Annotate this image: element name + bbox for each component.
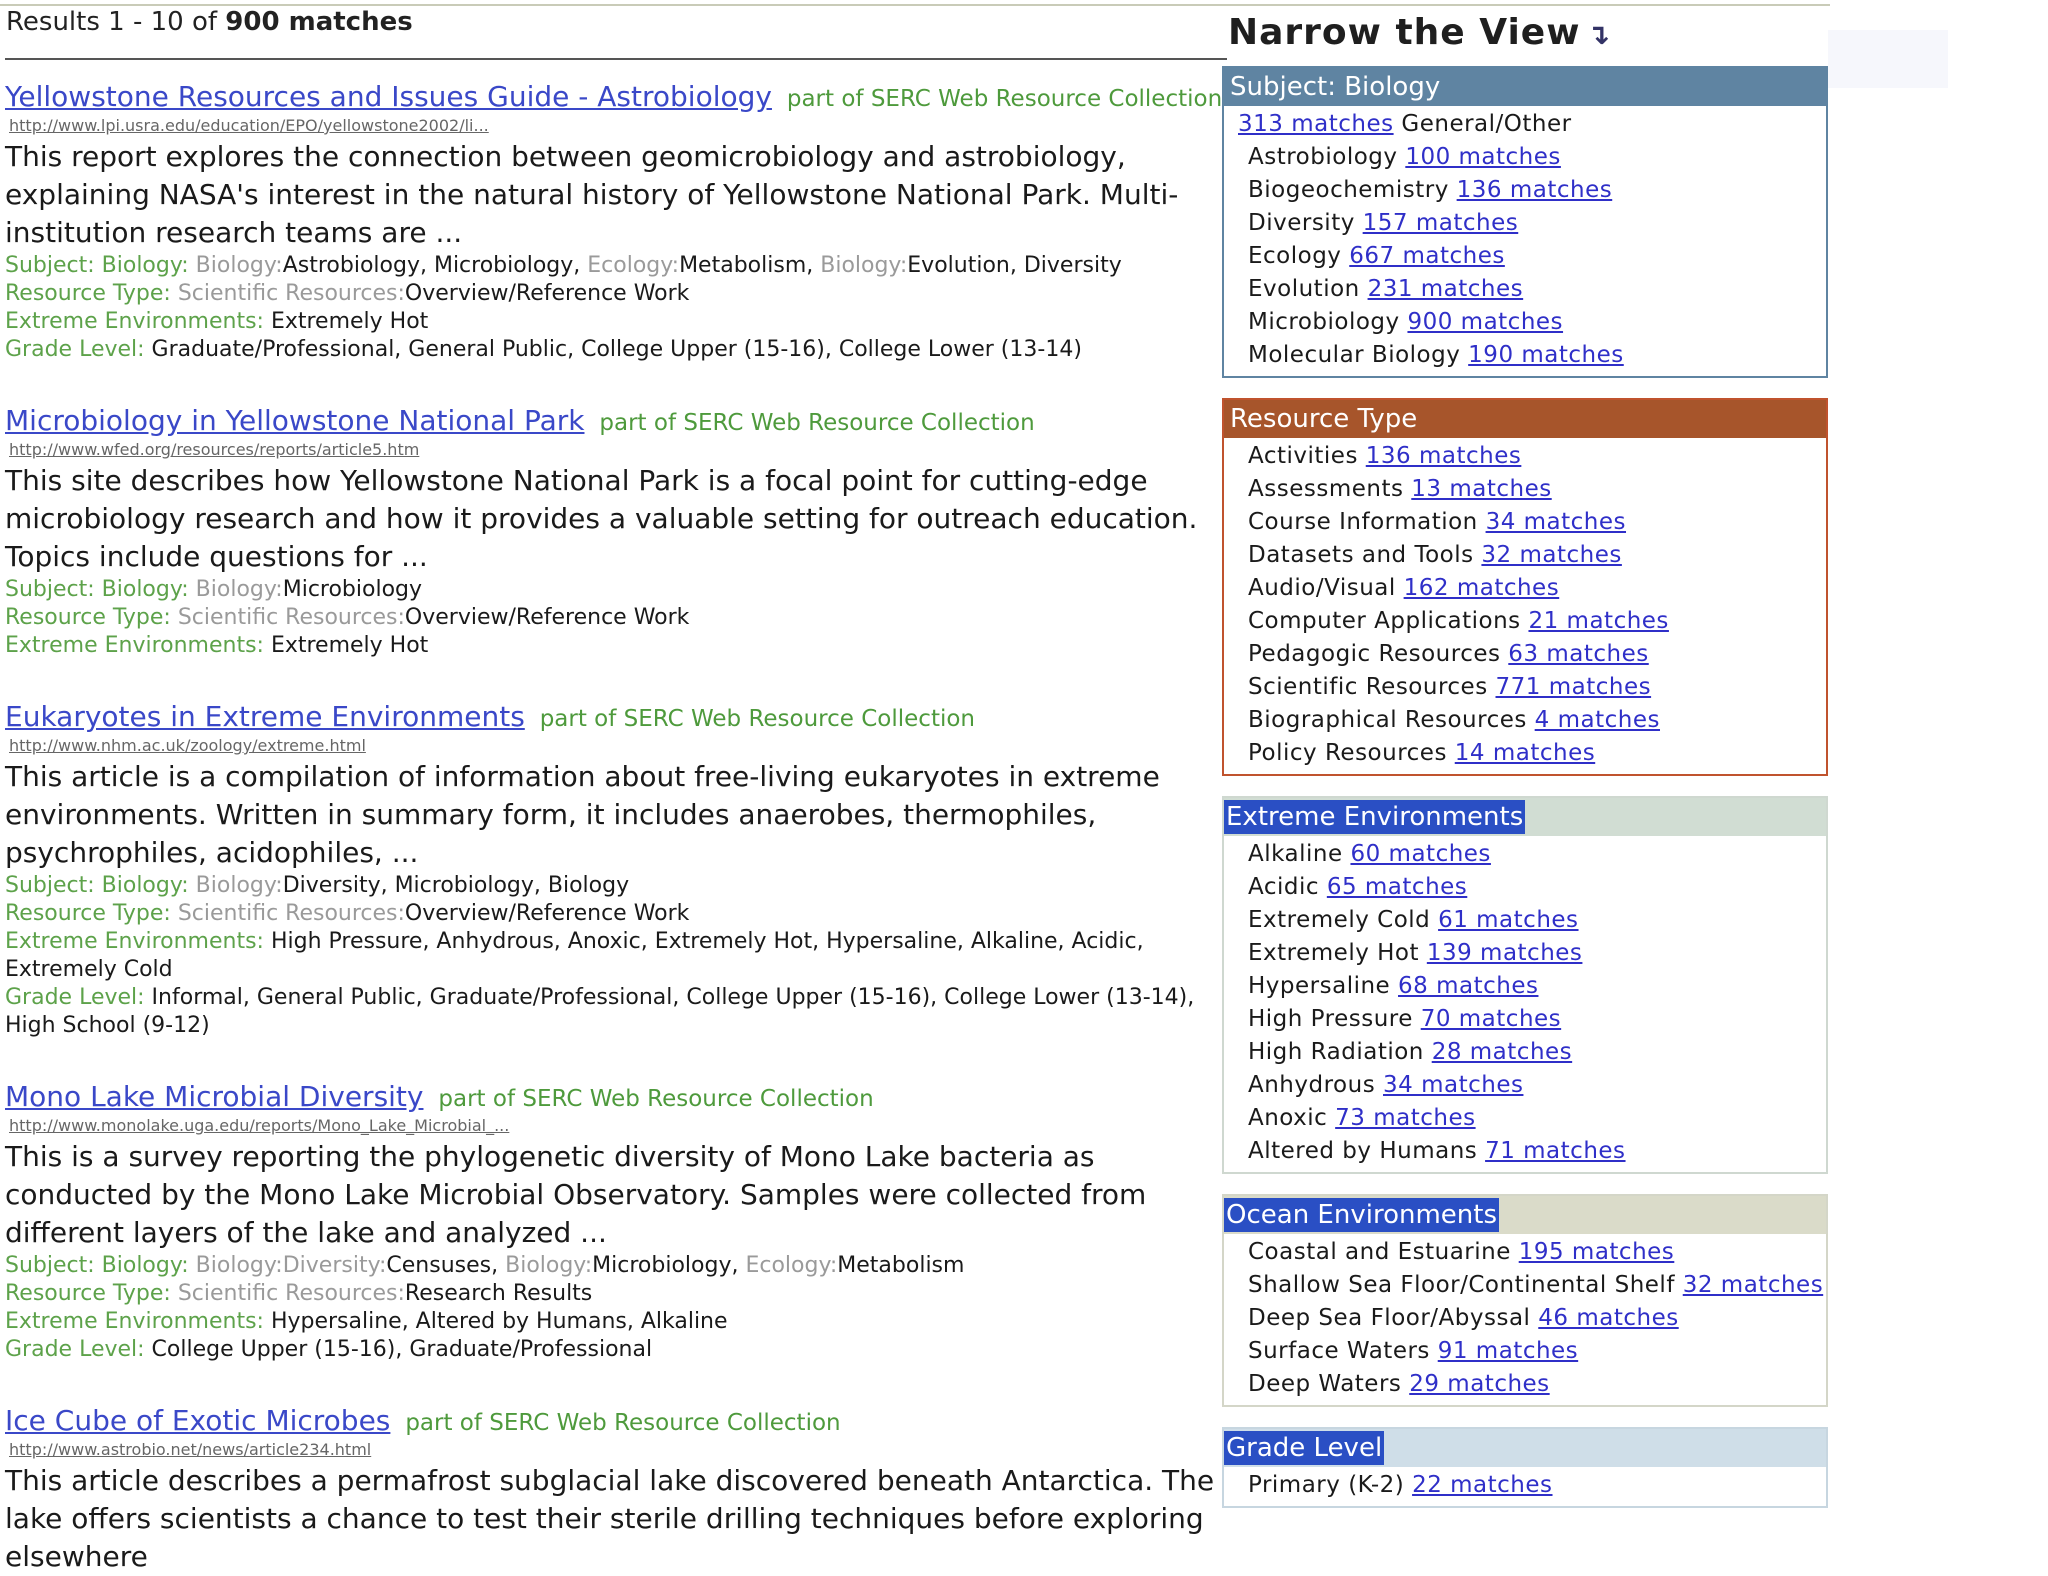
result-subject — [5, 252, 1225, 280]
meta-label: Subject: Biology: — [5, 873, 189, 898]
facet-item-label: Computer Applications — [1248, 608, 1521, 634]
facet-heading-label: Ocean Environments — [1226, 1200, 1497, 1230]
result-item — [5, 404, 1225, 660]
meta-path: Biology: — [505, 1253, 593, 1278]
narrow-the-view-sidebar — [1222, 10, 1828, 1528]
meta-path: Ecology: — [745, 1253, 838, 1278]
results-count-prefix: Results 1 - 10 of — [6, 7, 226, 37]
meta-path: Biology: — [820, 253, 908, 278]
result-item — [5, 1080, 1225, 1364]
facet-item — [1224, 671, 1826, 704]
facet-item-label: Surface Waters — [1248, 1338, 1430, 1364]
meta-label: Resource Type: — [5, 605, 171, 630]
result-title-line — [5, 1404, 1225, 1440]
result-title-line — [5, 700, 1225, 736]
result-url[interactable]: http://www.astrobio.net/news/article234.html — [9, 1440, 372, 1459]
facet-item-label: Acidic — [1248, 874, 1320, 900]
facet-matches-link[interactable]: 162 matches — [1403, 575, 1560, 601]
narrow-the-view-label: Narrow the View — [1228, 12, 1581, 53]
meta-path: Biology: — [188, 577, 283, 602]
result-extreme-env — [5, 632, 1225, 660]
facet-heading-label: Grade Level — [1226, 1433, 1383, 1463]
facet-matches-link[interactable]: 100 matches — [1405, 144, 1561, 170]
meta-value: College Upper (15-16), Graduate/Professional — [144, 1337, 653, 1362]
facet-item-label: Astrobiology — [1248, 144, 1398, 170]
meta-value: Astrobiology, Microbiology, — [282, 253, 588, 278]
facet-item — [1224, 1302, 1826, 1335]
result-title-line — [5, 80, 1225, 116]
result-subject — [5, 576, 1225, 604]
facet-item — [1224, 1003, 1826, 1036]
facet-item — [1224, 605, 1826, 638]
meta-path: Scientific Resources: — [170, 281, 405, 306]
facet-item-label: Extremely Hot — [1248, 940, 1420, 966]
facet-item — [1224, 737, 1826, 770]
facet-matches-link[interactable]: 68 matches — [1398, 973, 1539, 999]
meta-value: Overview/Reference Work — [404, 605, 690, 630]
facet-item-label: Shallow Sea Floor/Continental Shelf — [1248, 1272, 1675, 1298]
result-item — [5, 80, 1225, 364]
facet-item — [1224, 1469, 1826, 1502]
facet-matches-link[interactable]: 190 matches — [1468, 342, 1624, 368]
facet-item-label: High Pressure — [1248, 1006, 1413, 1032]
meta-label: Extreme Environments: — [5, 633, 264, 658]
facet-subject — [1222, 66, 1828, 378]
results-panel — [5, 7, 1225, 1573]
facet-grade-level-list — [1224, 1467, 1826, 1506]
facet-extreme-environments — [1222, 796, 1828, 1174]
facet-matches-link[interactable]: 13 matches — [1411, 476, 1552, 502]
meta-label: Subject: Biology: — [5, 577, 189, 602]
facet-ocean-environments-heading — [1224, 1196, 1826, 1234]
facet-item — [1224, 174, 1826, 207]
meta-label: Resource Type: — [5, 1281, 171, 1306]
facet-item — [1224, 539, 1826, 572]
result-resource-type — [5, 280, 1225, 308]
result-title-link[interactable]: Eukaryotes in Extreme Environments — [5, 700, 525, 733]
facet-matches-link[interactable]: 63 matches — [1508, 641, 1649, 667]
facet-item-label: Coastal and Estuarine — [1248, 1239, 1511, 1265]
meta-path: Scientific Resources: — [170, 1281, 405, 1306]
meta-label: Resource Type: — [5, 901, 171, 926]
facet-matches-link[interactable]: 32 matches — [1682, 1272, 1824, 1298]
facet-matches-link[interactable]: 29 matches — [1409, 1371, 1550, 1397]
result-description: This article describes a permafrost subglacial lake discovered beneath Antarctica. The lake offers scientists a chance to test their sterile drilling techniques before exploring elsewhere — [5, 1464, 1215, 1573]
result-subject — [5, 1252, 1225, 1280]
facet-matches-link[interactable]: 61 matches — [1438, 907, 1579, 933]
result-item — [5, 1404, 1225, 1576]
meta-value: High Pressure, Anhydrous, Anoxic, Extremely Hot, Hypersaline, Alkaline, Acidic, Extremely Cold — [5, 929, 1144, 982]
facet-item — [1224, 638, 1826, 671]
facet-item — [1224, 1102, 1826, 1135]
facet-item — [1224, 1236, 1826, 1269]
meta-label: Subject: Biology: — [5, 253, 189, 278]
facet-item-label: Extremely Cold — [1248, 907, 1431, 933]
facet-item — [1224, 937, 1826, 970]
meta-label: Extreme Environments: — [5, 929, 264, 954]
facet-ocean-environments — [1222, 1194, 1828, 1407]
facet-matches-link[interactable]: 195 matches — [1518, 1239, 1675, 1265]
facet-matches-link[interactable]: 157 matches — [1362, 210, 1519, 236]
meta-value: Diversity, Microbiology, Biology — [282, 873, 630, 898]
facet-item — [1224, 871, 1826, 904]
result-item — [5, 700, 1225, 1040]
facet-item-label: Policy Resources — [1248, 740, 1447, 766]
meta-value: Extremely Hot — [263, 633, 429, 658]
meta-label: Grade Level: — [5, 337, 145, 362]
result-extreme-env — [5, 308, 1225, 336]
facet-item-general-other — [1224, 108, 1826, 141]
meta-path: Scientific Resources: — [170, 901, 405, 926]
facet-item-label: Biogeochemistry — [1248, 177, 1449, 203]
facet-item-label: High Radiation — [1248, 1039, 1424, 1065]
facet-matches-link[interactable]: 22 matches — [1412, 1472, 1553, 1498]
facet-ocean-environments-list — [1224, 1234, 1826, 1405]
meta-label: Grade Level: — [5, 985, 145, 1010]
meta-value: Metabolism — [837, 1253, 965, 1278]
facet-item — [1224, 240, 1826, 273]
facet-matches-link[interactable]: 136 matches — [1365, 443, 1522, 469]
result-description: This report explores the connection between geomicrobiology and astrobiology, explaining NASA's interest in the natural history of Yellowstone National Park. Multi-institution research teams are ... — [5, 140, 1179, 249]
facet-item-label: Microbiology — [1248, 309, 1400, 335]
result-description: This article is a compilation of information about free-living eukaryotes in extreme environments. Written in summary form, it includes anaerobes, thermophiles, psychrophiles, acidophiles, ... — [5, 760, 1160, 869]
facet-matches-link[interactable]: 73 matches — [1335, 1105, 1476, 1131]
result-url[interactable]: http://www.nhm.ac.uk/zoology/extreme.html — [9, 736, 366, 755]
result-description: This is a survey reporting the phylogenetic diversity of Mono Lake bacteria as conducted by the Mono Lake Microbial Observatory. Samples were collected from different layers of the lake and analyzed ... — [5, 1140, 1147, 1249]
result-collection-label: part of SERC Web Resource Collection — [438, 1086, 874, 1112]
facet-item — [1224, 506, 1826, 539]
facet-item — [1224, 1135, 1826, 1168]
meta-value: Research Results — [404, 1281, 593, 1306]
facet-item-label: Biographical Resources — [1248, 707, 1527, 733]
facet-matches-link[interactable]: 21 matches — [1528, 608, 1669, 634]
facet-matches-link[interactable]: 771 matches — [1495, 674, 1652, 700]
result-resource-type — [5, 900, 1225, 928]
result-collection-label: part of SERC Web Resource Collection — [539, 706, 976, 732]
facet-matches-link[interactable]: 139 matches — [1426, 940, 1583, 966]
facet-item — [1224, 1036, 1826, 1069]
result-resource-type — [5, 604, 1225, 632]
result-collection-label: part of SERC Web Resource Collection — [786, 86, 1223, 112]
facet-item — [1224, 306, 1826, 339]
facet-item — [1224, 704, 1826, 737]
narrow-the-view-title — [1228, 10, 1828, 66]
facet-item — [1224, 473, 1826, 506]
facet-subject-list — [1224, 106, 1826, 376]
facet-item-label: Diversity — [1248, 210, 1355, 236]
result-grade-level — [5, 1336, 1225, 1364]
facet-item — [1224, 1269, 1826, 1302]
results-count-total: 900 matches — [225, 7, 413, 37]
facet-item — [1224, 838, 1826, 871]
result-grade-level — [5, 984, 1225, 1040]
facet-matches-link[interactable]: 34 matches — [1383, 1072, 1524, 1098]
meta-value: Extremely Hot — [263, 309, 429, 334]
facet-resource-type-heading: Resource Type — [1224, 400, 1826, 438]
faded-panel-artifact — [1828, 30, 1948, 88]
result-grade-level — [5, 336, 1225, 364]
arrow-down-right-icon[interactable]: ↴ — [1586, 18, 1611, 51]
meta-label: Grade Level: — [5, 1337, 145, 1362]
facet-matches-link[interactable]: 32 matches — [1481, 542, 1622, 568]
facet-item-label: Anoxic — [1248, 1105, 1328, 1131]
result-collection-label: part of SERC Web Resource Collection — [599, 410, 1035, 436]
result-title-line — [5, 404, 1225, 440]
meta-value: Hypersaline, Altered by Humans, Alkaline — [263, 1309, 728, 1334]
results-count — [6, 7, 1225, 58]
facet-matches-link[interactable]: 900 matches — [1407, 309, 1564, 335]
facet-item — [1224, 339, 1826, 372]
facet-item-label: Evolution — [1248, 276, 1360, 302]
meta-value: Overview/Reference Work — [404, 281, 690, 306]
facet-item — [1224, 273, 1826, 306]
meta-path: Biology: — [188, 253, 283, 278]
facet-item-label: Activities — [1248, 443, 1358, 469]
facet-matches-link[interactable]: 667 matches — [1349, 243, 1505, 269]
results-divider — [5, 58, 1227, 60]
facet-item — [1224, 141, 1826, 174]
meta-path: Biology: — [188, 873, 283, 898]
result-title-line — [5, 1080, 1225, 1116]
meta-value: Evolution, Diversity — [907, 253, 1122, 278]
facet-matches-link[interactable]: 313 matches — [1238, 111, 1394, 137]
result-collection-label: part of SERC Web Resource Collection — [405, 1410, 841, 1436]
result-url[interactable]: http://www.monolake.uga.edu/reports/Mono_Lake_Microbial_... — [9, 1116, 510, 1135]
facet-item-label: Datasets and Tools — [1248, 542, 1474, 568]
facet-matches-link[interactable]: 60 matches — [1350, 841, 1491, 867]
meta-path: Scientific Resources: — [170, 605, 405, 630]
result-url[interactable]: http://www.wfed.org/resources/reports/article5.htm — [9, 440, 420, 459]
facet-item — [1224, 1368, 1826, 1401]
facet-matches-link[interactable]: 14 matches — [1454, 740, 1596, 766]
facet-matches-link[interactable]: 71 matches — [1485, 1138, 1626, 1164]
facet-item-label: Pedagogic Resources — [1248, 641, 1501, 667]
result-url[interactable]: http://www.lpi.usra.edu/education/EPO/yellowstone2002/li... — [9, 116, 489, 135]
facet-item-label: Deep Waters — [1248, 1371, 1402, 1397]
result-title-link[interactable]: Ice Cube of Exotic Microbes — [5, 1404, 391, 1437]
facet-item-label: Assessments — [1248, 476, 1404, 502]
facet-matches-link[interactable]: 28 matches — [1431, 1039, 1573, 1065]
facet-heading-label: Extreme Environments — [1226, 802, 1524, 832]
facet-extreme-environments-heading — [1224, 798, 1826, 836]
facet-item-label: Deep Sea Floor/Abyssal — [1248, 1305, 1531, 1331]
facet-item — [1224, 440, 1826, 473]
facet-resource-type — [1222, 398, 1828, 776]
meta-label: Extreme Environments: — [5, 1309, 264, 1334]
result-extreme-env — [5, 1308, 1225, 1336]
facet-item-label: Alkaline — [1248, 841, 1343, 867]
facet-item-label: Course Information — [1248, 509, 1478, 535]
facet-item-label: Audio/Visual — [1248, 575, 1396, 601]
meta-value: Graduate/Professional, General Public, College Upper (15-16), College Lower (13-14) — [144, 337, 1082, 362]
facet-subject-heading: Subject: Biology — [1224, 68, 1826, 106]
facet-matches-link[interactable]: 4 matches — [1534, 707, 1660, 733]
facet-matches-link[interactable]: 91 matches — [1437, 1338, 1579, 1364]
facet-item-label: General/Other — [1393, 111, 1572, 137]
facet-item-label: Anhydrous — [1248, 1072, 1376, 1098]
result-title-link[interactable]: Yellowstone Resources and Issues Guide - Astrobiology — [5, 80, 772, 113]
facet-item — [1224, 1335, 1826, 1368]
facet-matches-link[interactable]: 231 matches — [1367, 276, 1524, 302]
facet-item — [1224, 572, 1826, 605]
facet-matches-link[interactable]: 34 matches — [1485, 509, 1627, 535]
facet-item-label: Hypersaline — [1248, 973, 1391, 999]
meta-label: Subject: Biology: — [5, 1253, 189, 1278]
facet-item — [1224, 970, 1826, 1003]
meta-value: Microbiology — [282, 577, 423, 602]
result-title-link[interactable]: Mono Lake Microbial Diversity — [5, 1080, 424, 1113]
facet-item — [1224, 904, 1826, 937]
result-description: This site describes how Yellowstone National Park is a focal point for cutting-edge microbiology research and how it provides a valuable setting for outreach education. Topics include questions for ... — [5, 464, 1198, 573]
result-resource-type — [5, 1280, 1225, 1308]
meta-value: Censuses, — [386, 1253, 506, 1278]
facet-item-label: Altered by Humans — [1248, 1138, 1478, 1164]
top-border — [0, 4, 1830, 6]
facet-item-label: Primary (K-2) — [1248, 1472, 1405, 1498]
facet-grade-level-heading — [1224, 1429, 1826, 1467]
facet-item-label: Molecular Biology — [1248, 342, 1461, 368]
facet-item-label: Ecology — [1248, 243, 1342, 269]
meta-label: Resource Type: — [5, 281, 171, 306]
facet-matches-link[interactable]: 46 matches — [1538, 1305, 1679, 1331]
facet-matches-link[interactable]: 65 matches — [1326, 874, 1468, 900]
facet-item-label: Scientific Resources — [1248, 674, 1488, 700]
meta-path: Ecology: — [587, 253, 680, 278]
facet-extreme-environments-list — [1224, 836, 1826, 1172]
meta-label: Extreme Environments: — [5, 309, 264, 334]
meta-value: Microbiology, — [592, 1253, 746, 1278]
facet-matches-link[interactable]: 70 matches — [1420, 1006, 1562, 1032]
result-subject — [5, 872, 1225, 900]
meta-value: Informal, General Public, Graduate/Professional, College Upper (15-16), College Lower (13-14), High School (9-12) — [5, 985, 1195, 1038]
meta-path: Biology:Diversity: — [188, 1253, 387, 1278]
facet-item — [1224, 1069, 1826, 1102]
meta-value: Overview/Reference Work — [404, 901, 690, 926]
meta-value: Metabolism, — [679, 253, 821, 278]
result-extreme-env — [5, 928, 1225, 984]
facet-matches-link[interactable]: 136 matches — [1456, 177, 1613, 203]
facet-item — [1224, 207, 1826, 240]
result-title-link[interactable]: Microbiology in Yellowstone National Park — [5, 404, 585, 437]
facet-grade-level — [1222, 1427, 1828, 1508]
facet-resource-type-list — [1224, 438, 1826, 774]
